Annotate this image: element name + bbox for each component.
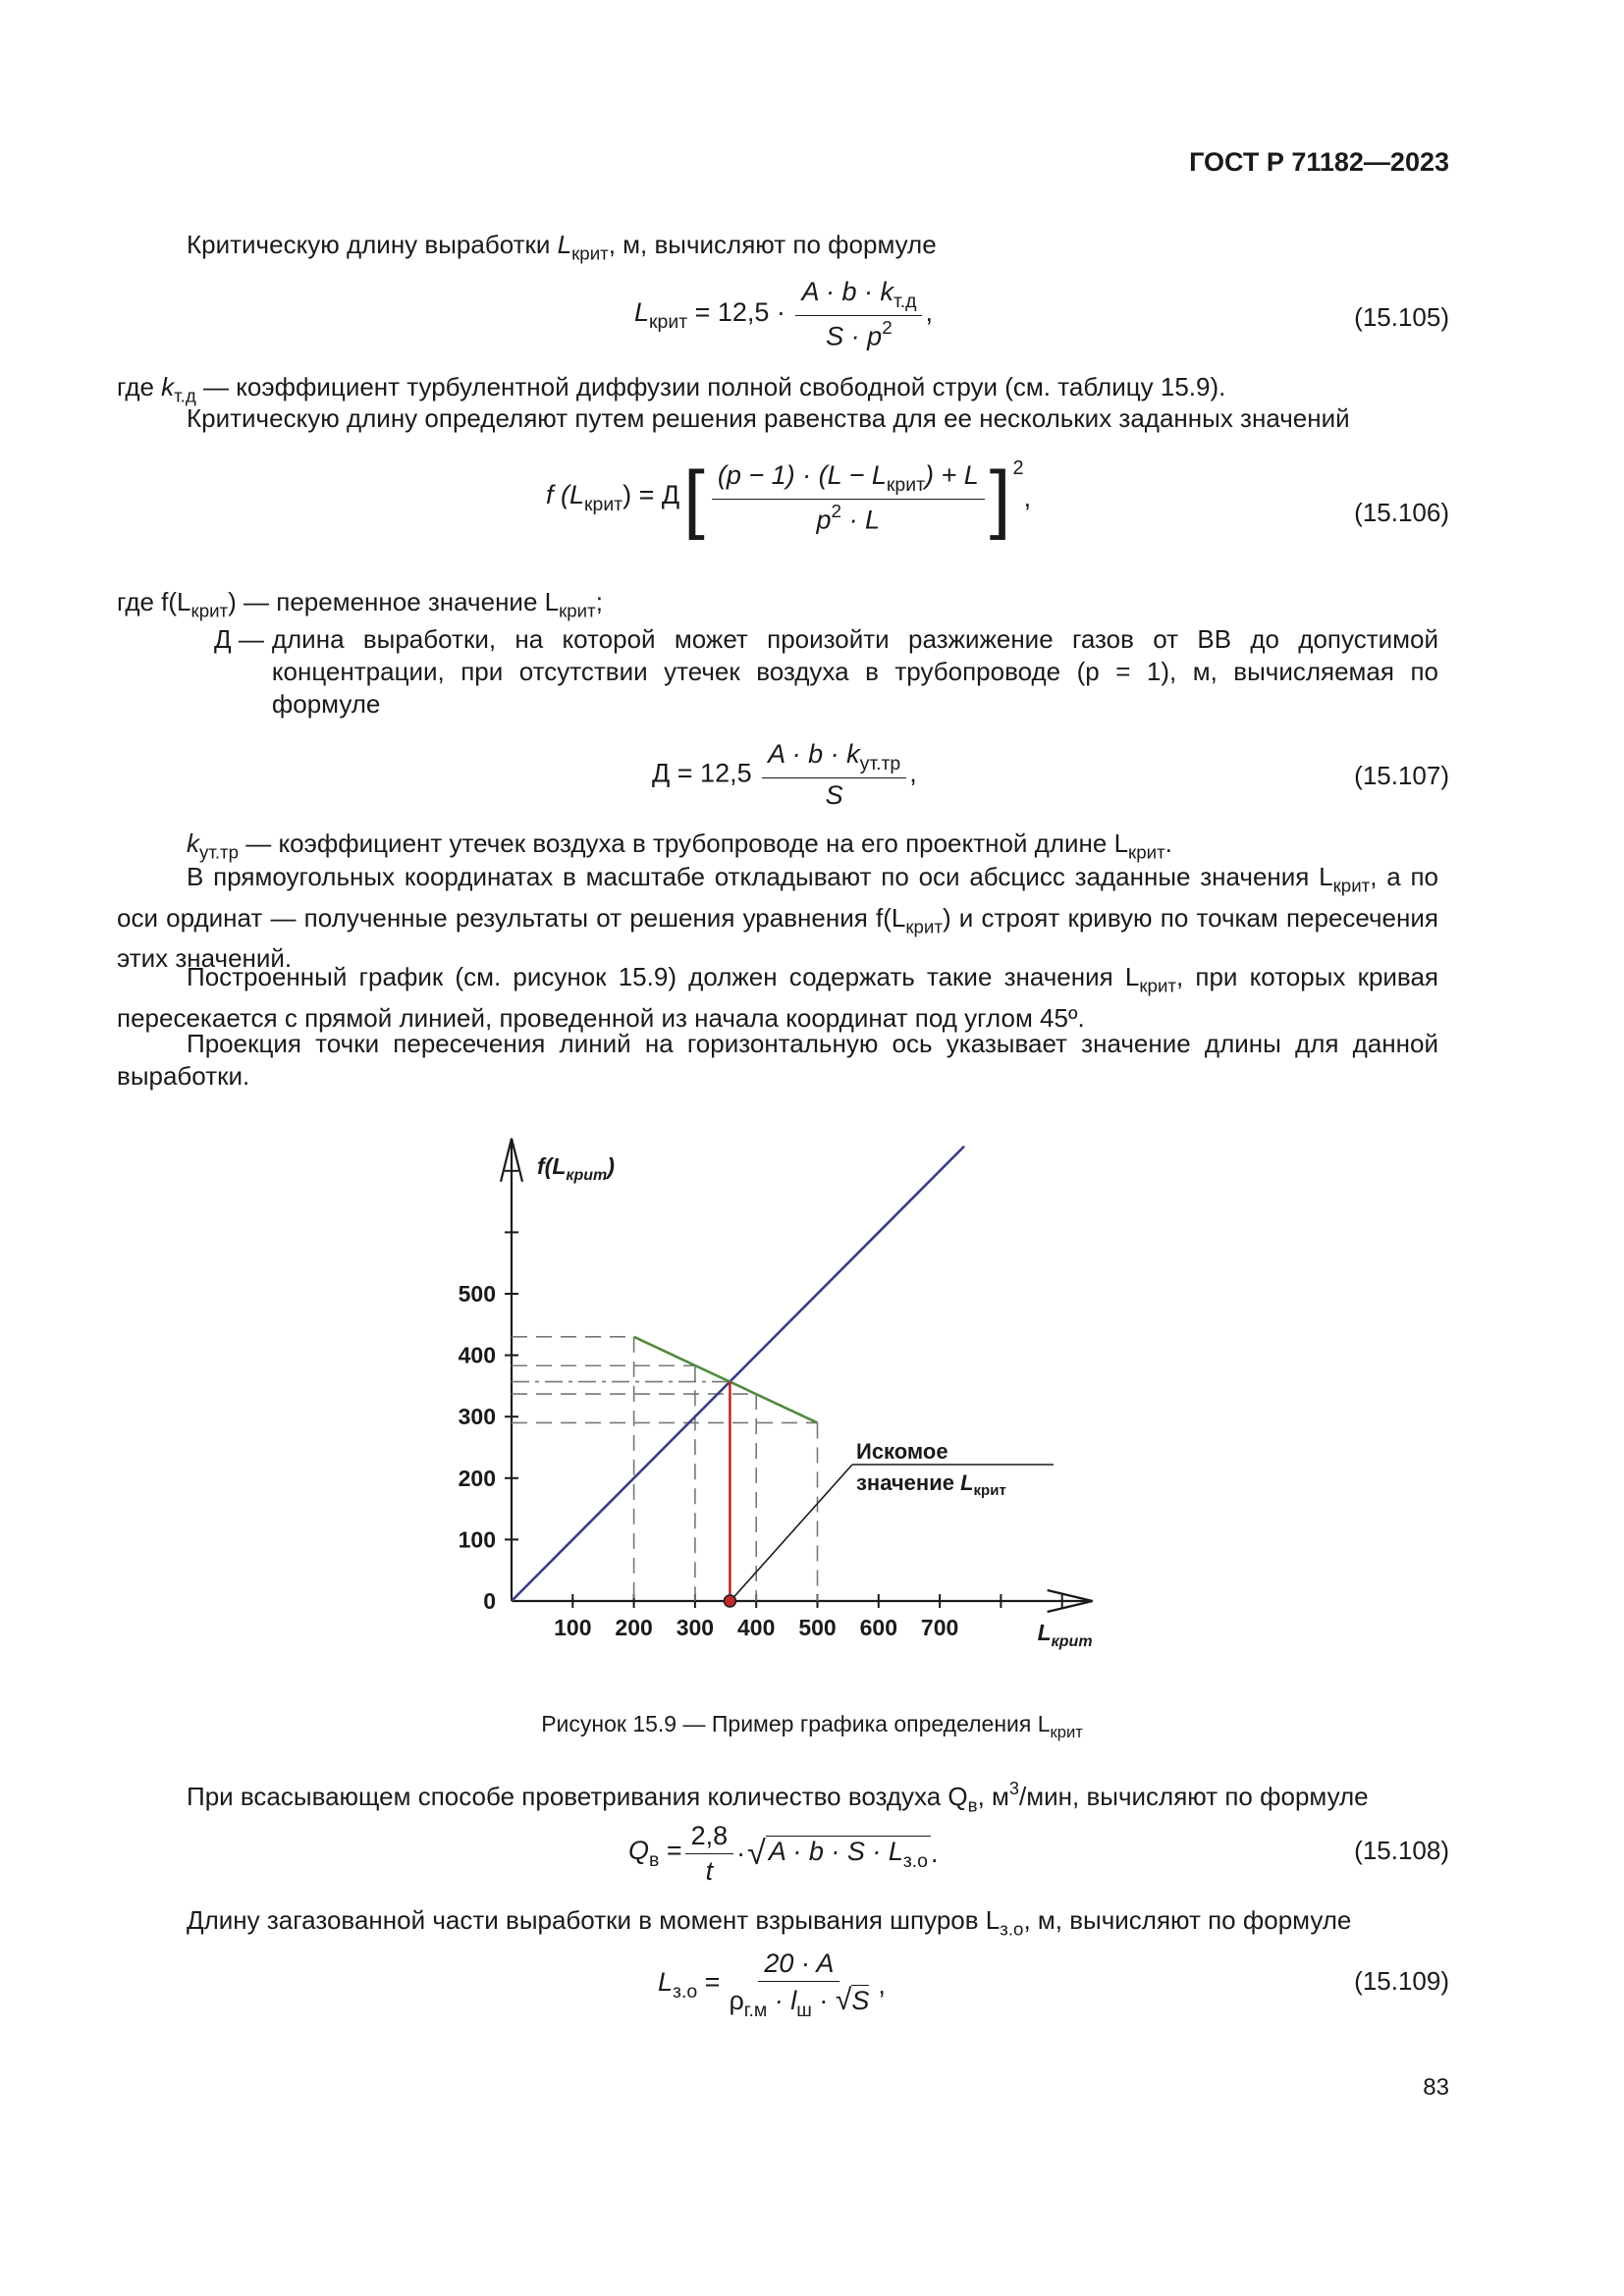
annotation-line-2: значение $L_{крит}$ — [856, 1470, 1006, 1499]
x-tick-label: 600 — [859, 1615, 897, 1640]
x-tick-label: 400 — [737, 1615, 776, 1640]
fraction: $\frac{(p - 1) \cdot (L - L_{крит}) + L}{p^2 \cdot L}$ — [712, 460, 985, 535]
formula-15-107: Д = 12,5 $\frac{A \cdot b \cdot k_{ут.тр}}{S}$ , — [652, 739, 917, 810]
fraction: $\frac{20 \cdot A}{\rho_{г.м} \cdot l_ш \cdot √S}$ — [729, 1949, 870, 2021]
y-tick-label: 200 — [458, 1465, 496, 1491]
sqrt-sign: √ — [835, 1984, 852, 2016]
y-tick-label: 300 — [458, 1404, 496, 1430]
x-tick-label: 100 — [554, 1615, 592, 1640]
definition-k-uttr: $k_{ут.тр}$ — коэффициент утечек воздуха в трубопроводе на его проектной длине $L_{крит}$. — [187, 828, 1172, 863]
annotation-leader — [733, 1465, 852, 1597]
definition-k-td: где $k_{т.д}$ — коэффициент турбулентной диффузии полной свободной струи (см. таблицу 15.9). — [117, 372, 1226, 406]
fraction: $\frac{2,8}{t}$ — [685, 1821, 734, 1887]
y-tick-label: 0 — [483, 1588, 496, 1614]
y-tick-label: 400 — [458, 1342, 496, 1368]
x-tick-label: 500 — [798, 1615, 837, 1640]
equation-number-108: (15.108) — [1354, 1836, 1449, 1865]
graph-paragraph-1: В прямоугольных координатах в масштабе откладывают по оси абсцисс заданные значения $L_{крит}$, а по оси ординат — полученные результаты от решения уравнения $f(L_{крит})$ и строят кривую по точкам пересечения этих значений. — [117, 862, 1439, 974]
formula-15-105: $L_{крит} = 12,5$ · $\frac{A \cdot b \cdot k_{т.д}}{S \cdot p^2}$ , — [634, 277, 933, 351]
right-bracket: ] — [989, 454, 1011, 541]
airflow-paragraph: При всасывающем способе проветривания количество воздуха $Q_в$, $м^3$/мин, вычисляют по формуле — [187, 1779, 1369, 1816]
critical-length-paragraph: Критическую длину определяют путем решения равенства для ее нескольких заданных значений — [187, 403, 1350, 433]
fraction: $\frac{A \cdot b \cdot k_{ут.тр}}{S}$ — [762, 739, 906, 811]
equation-number-109: (15.109) — [1354, 1966, 1449, 1996]
formula-15-108: $Q_в$ = $\frac{2,8}{t}$ · √ $A \cdot b \cdot S \cdot L_{з.о}$ . — [628, 1821, 939, 1886]
left-bracket: [ — [683, 454, 705, 541]
y-tick-label: 500 — [458, 1281, 496, 1307]
page-number: 83 — [1423, 2074, 1449, 2101]
x-axis-label: $L_{крит}$ — [1037, 1620, 1093, 1650]
graph-paragraph-2: Построенный график (см. рисунок 15.9) должен содержать такие значения $L_{крит}$, при которых кривая пересекается с прямой линией, проведенной из начала координат под углом 45º. — [117, 962, 1438, 1033]
equation-number-106: (15.106) — [1354, 498, 1449, 527]
x-tick-label: 300 — [676, 1615, 715, 1640]
definition-d: Д — длина выработки, на которой может произойти разжижение газов от ВВ до допустимой концентрации, при отсутствии утечек воздуха в трубопроводе (p = 1), м, вычисляемая по формуле — [214, 624, 1438, 719]
equation-number-105: (15.105) — [1354, 302, 1449, 332]
annotation-line-1: Искомое — [856, 1439, 948, 1464]
formula-15-106: f $(L_{крит}) = Д$ [ $\frac{(p - 1) \cdot (L - L_{крит}) + L}{p^2 \cdot L}$ ] 2 , — [546, 454, 1032, 541]
definition-f-lkrit: где $f(L_{крит})$ — переменное значение $L_{крит}$; — [117, 587, 603, 621]
diagonal-45-line — [512, 1147, 964, 1601]
y-axis-label: $f(L_{крит})$ — [537, 1152, 615, 1184]
gas-length-paragraph: Длину загазованной части выработки в момент взрывания шпуров $L_{з.о}$, м, вычисляют по формуле — [187, 1905, 1352, 1940]
figure-caption: Рисунок 15.9 — Пример графика определения $L_{крит}$ — [541, 1711, 1083, 1741]
intro-paragraph: Критическую длину выработки $L_{крит}$, м, вычисляют по формуле — [187, 230, 937, 264]
y-tick-label: 100 — [458, 1526, 496, 1553]
x-tick-label: 700 — [920, 1615, 959, 1640]
graph-paragraph-3: Проекция точки пересечения линий на горизонтальную ось указывает значение длины для данной выработки. — [117, 1029, 1438, 1091]
fraction: $\frac{A \cdot b \cdot k_{т.д}}{S \cdot p^2}$ — [795, 277, 922, 351]
equation-number-107: (15.107) — [1354, 761, 1449, 790]
x-tick-label: 200 — [615, 1615, 653, 1640]
formula-15-109: $L_{з.о}$ = $\frac{20 \cdot A}{\rho_{г.м} \cdot l_ш \cdot √S}$ , — [658, 1949, 886, 2021]
function-curve — [634, 1337, 818, 1423]
standard-header: ГОСТ Р 71182—2023 — [1189, 147, 1449, 177]
sqrt-sign: √ — [747, 1835, 766, 1872]
